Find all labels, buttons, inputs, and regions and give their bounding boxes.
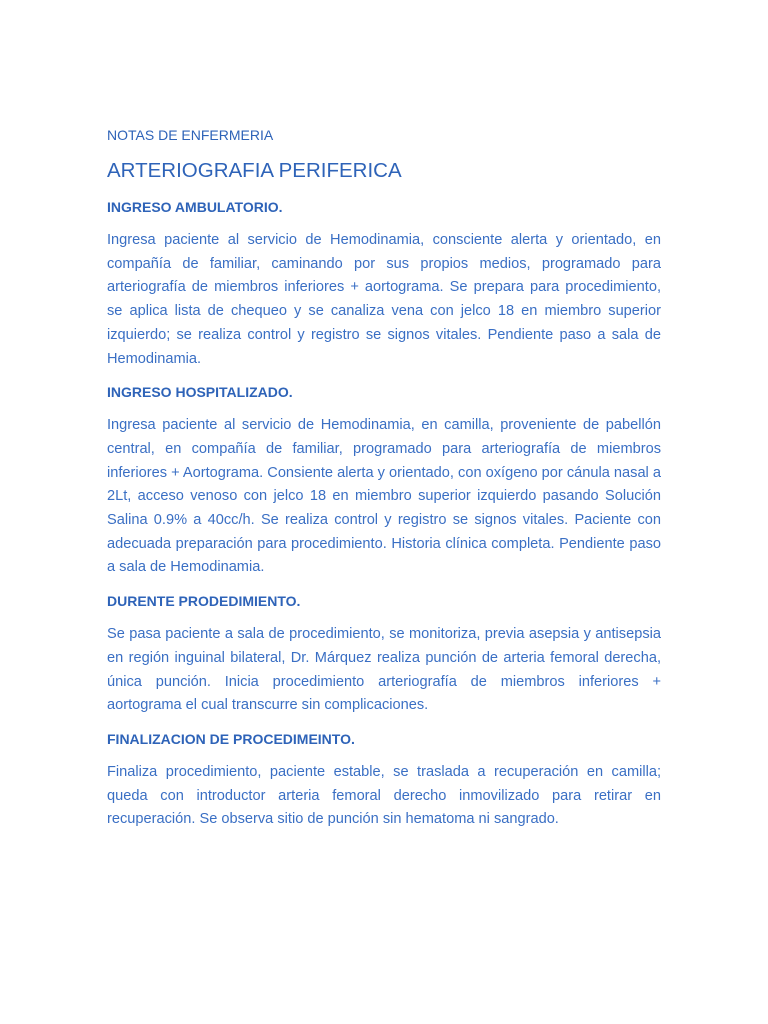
- section-heading-ingreso-hospitalizado: INGRESO HOSPITALIZADO.: [107, 384, 293, 401]
- section-body-ingreso-ambulatorio: Ingresa paciente al servicio de Hemodinamia, consciente alerta y orientado, en compañía de familiar, caminando por sus propios medios, programado para arteriografía de miembros inferiores + aortograma. Se prepara para procedimiento, se aplica lista de chequeo y se canaliza vena con jelco 18 en miembro superior izquierdo; se realiza control y registro se signos vitales. Pendiente paso a sala de Hemodinamia.: [107, 232, 661, 367]
- section-heading-ingreso-ambulatorio: INGRESO AMBULATORIO.: [107, 199, 283, 215]
- document-title: ARTERIOGRAFIA PERIFERICA: [107, 159, 402, 182]
- document-page: [107, 126, 661, 832]
- section-body-durante-procedimiento: Se pasa paciente a sala de procedimiento, se monitoriza, previa asepsia y antisepsia en región inguinal bilateral, Dr. Márquez realiza punción de arteria femoral derecha, única punción. Inicia procedimiento arteriografía de miembros inferiores + aortograma el cual transcurre sin complicaciones.: [107, 626, 661, 714]
- section-heading-durante-procedimiento: DURENTE PRODEDIMIENTO.: [107, 593, 301, 610]
- section-body-ingreso-hospitalizado: Ingresa paciente al servicio de Hemodinamia, en camilla, proveniente de pabellón central, en compañía de familiar, programado para arteriografía de miembros inferiores + Aortograma. Consiente alerta y orientado, con oxígeno por cánula nasal a 2Lt, acceso venoso con jelco 18 en miembro superior izquierdo pasando Solución Salina 0.9% a 40cc/h. Se realiza control y registro se signos vitales. Paciente con adecuada preparación para procedimiento. Historia clínica completa. Pendiente paso a sala de Hemodinamia.: [107, 417, 661, 576]
- document-label: NOTAS DE ENFERMERIA: [107, 127, 274, 143]
- section-body-finalizacion: Finaliza procedimiento, paciente estable, se traslada a recuperación en camilla; queda con introductor arteria femoral derecho inmovilizado para retirar en recuperación. Se observa sitio de punción sin hematoma ni sangrado.: [107, 763, 661, 828]
- section-heading-finalizacion: FINALIZACION DE PROCEDIMEINTO.: [107, 730, 355, 747]
